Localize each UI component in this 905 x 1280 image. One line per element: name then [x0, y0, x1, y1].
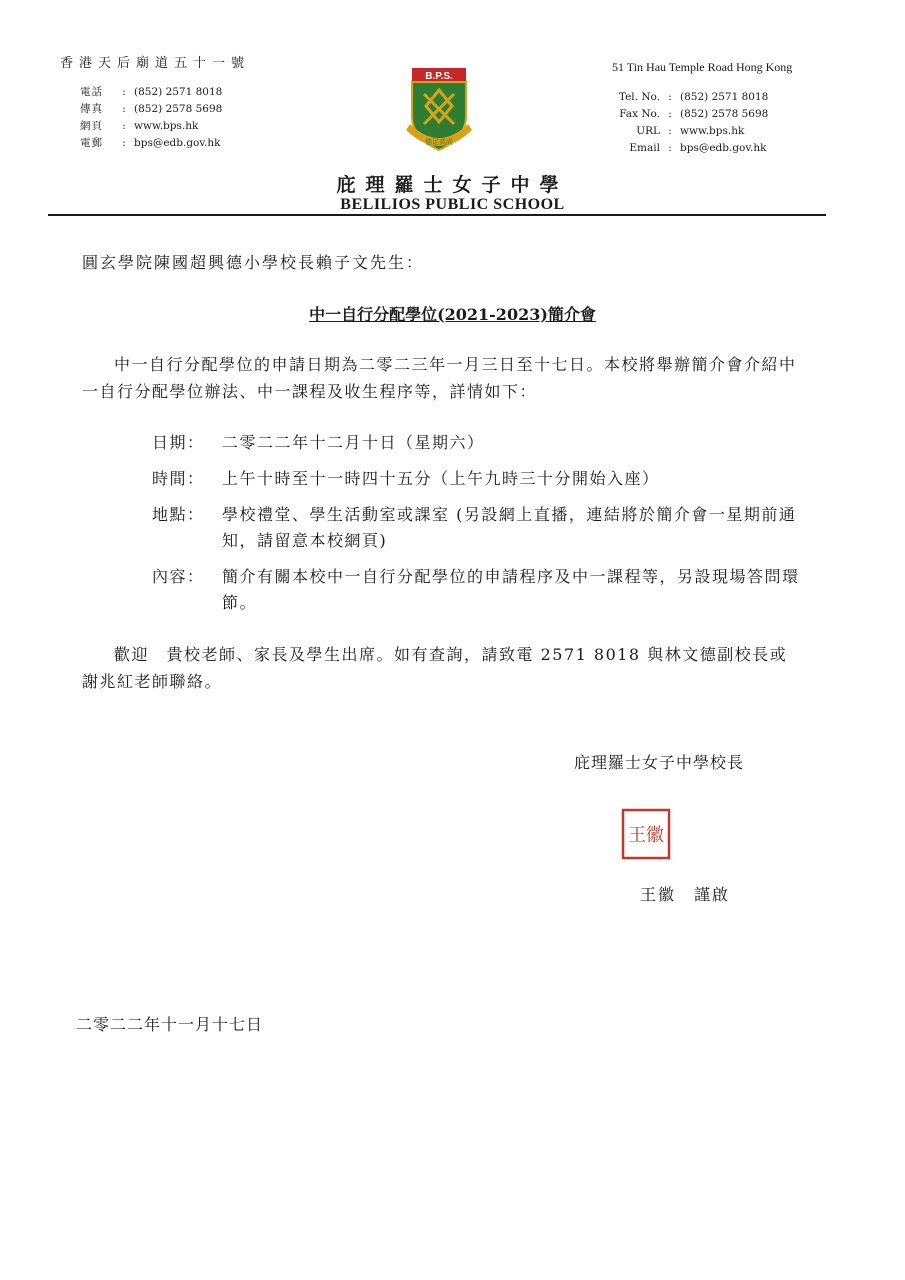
detail-label: 地點：: [152, 505, 205, 524]
contact-row-email: 電郵 : bps@edb.gov.hk: [80, 135, 222, 152]
detail-venue: [152, 502, 804, 554]
contact-label: 電話: [80, 86, 103, 98]
detail-value: 上午十時至十一時四十五分（上午九時三十分開始入座）: [222, 469, 660, 488]
salutation: 圓玄學院陳國超興德小學校長賴子文先生：: [82, 253, 425, 272]
contact-label: 電郵: [80, 137, 103, 149]
contact-label: Email: [629, 142, 660, 154]
contact-value: www.bps.hk: [134, 120, 199, 132]
contact-value: www.bps.hk: [680, 125, 745, 137]
letter-title: 中一自行分配學位(2021-2023)簡介會: [309, 305, 596, 324]
detail-label: 時間：: [152, 469, 205, 488]
letter-date: 二零二二年十一月十七日: [76, 1015, 264, 1034]
contact-label: Fax No.: [619, 108, 660, 120]
crest-motto: 德足高尚: [425, 138, 453, 146]
detail-value: 學校禮堂、學生活動室或課室 (另設網上直播，連結將於簡介會一星期前通知，請留意本校網頁): [222, 505, 797, 550]
school-name-english: BELILIOS PUBLIC SCHOOL: [340, 196, 565, 213]
seal-stamp-icon: [621, 808, 671, 860]
contact-block-chinese: [80, 84, 222, 152]
crest-banner-text: B.P.S.: [425, 71, 453, 82]
detail-content: [152, 564, 804, 616]
detail-date: [152, 430, 804, 456]
closing-line: 庇理羅士女子中學校長: [574, 753, 745, 772]
contact-row-fax: Fax No. : (852) 2578 5698: [612, 106, 768, 123]
contact-label: 網頁: [80, 120, 103, 132]
contact-block-english: [612, 89, 768, 157]
contact-value: (852) 2571 8018: [134, 86, 223, 98]
address-chinese: 香港天后廟道五十一號: [60, 56, 251, 71]
contact-row-url: URL : www.bps.hk: [612, 123, 768, 140]
school-crest-icon: [402, 66, 476, 158]
contact-label: URL: [636, 125, 660, 137]
detail-label: 日期：: [152, 433, 205, 452]
address-english: 51 Tin Hau Temple Road Hong Kong: [612, 60, 793, 74]
contact-row-tel: Tel. No. : (852) 2571 8018: [612, 89, 768, 106]
contact-value: bps@edb.gov.hk: [134, 137, 221, 149]
principal-seal-stamp: [621, 808, 671, 860]
contact-row-email: Email : bps@edb.gov.hk: [612, 140, 768, 157]
contact-row-website: 網頁 : www.bps.hk: [80, 118, 222, 135]
contact-label: 傳真: [80, 103, 103, 115]
contact-value: (852) 2578 5698: [134, 103, 223, 115]
detail-label: 內容：: [152, 567, 205, 586]
closing-paragraph: 歡迎 貴校老師、家長及學生出席。如有查詢，請致電 2571 8018 與林文德副校長或謝兆紅老師聯絡。: [82, 645, 788, 691]
contact-value: (852) 2571 8018: [680, 91, 769, 103]
detail-value: 簡介有關本校中一自行分配學位的申請程序及中一課程等，另設現場答問環節。: [222, 567, 800, 612]
school-name-chinese: 庇理羅士女子中學: [336, 174, 569, 196]
seal-text: 王徽: [628, 825, 664, 846]
school-crest-logo: [402, 66, 476, 158]
intro-paragraph: 中一自行分配學位的申請日期為二零二三年一月三日至十七日。本校將舉辦簡介會介紹中一自行分配學位辦法、中一課程及收生程序等，詳情如下：: [82, 355, 797, 401]
contact-value: bps@edb.gov.hk: [680, 142, 767, 154]
contact-value: (852) 2578 5698: [680, 108, 769, 120]
contact-label: Tel. No.: [618, 91, 660, 103]
detail-value: 二零二二年十二月十日（星期六）: [222, 433, 485, 452]
detail-time: [152, 466, 804, 492]
signer-name: 王徽 謹啟: [640, 885, 731, 904]
header-divider: [48, 214, 826, 216]
contact-row-fax: 傳真 : (852) 2578 5698: [80, 101, 222, 118]
contact-row-phone: 電話 : (852) 2571 8018: [80, 84, 222, 101]
